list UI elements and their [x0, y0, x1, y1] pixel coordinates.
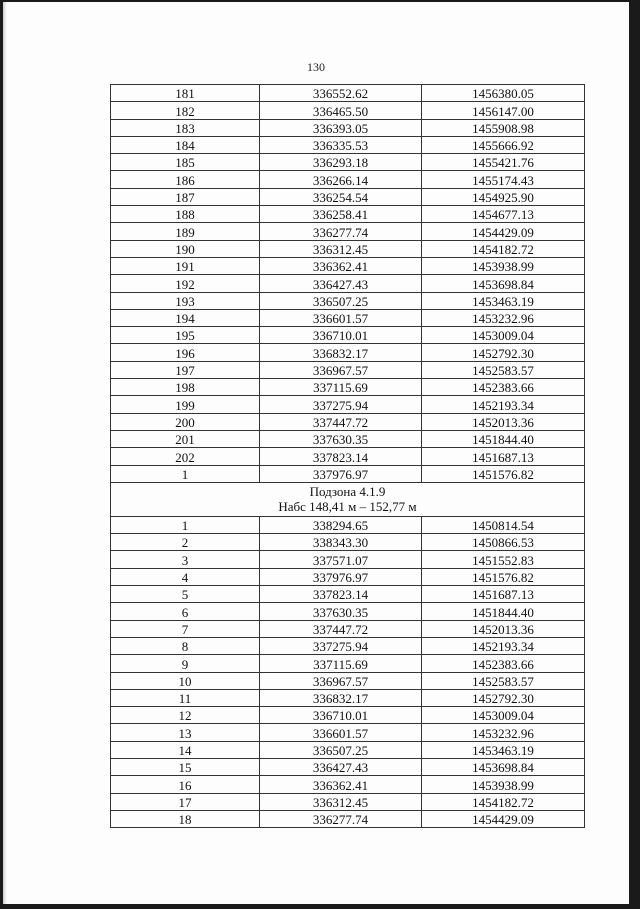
y-coordinate-cell: 1456147.00	[422, 102, 585, 119]
y-coordinate-cell: 1451576.82	[422, 568, 585, 585]
table-row	[111, 707, 585, 724]
table-row	[111, 672, 585, 689]
table-row	[111, 188, 585, 205]
table-row	[111, 119, 585, 136]
table-row	[111, 171, 585, 188]
x-coordinate-cell: 336266.14	[260, 171, 422, 188]
document-page	[3, 2, 629, 904]
y-coordinate-cell: 1452013.36	[422, 413, 585, 430]
table-row	[111, 724, 585, 741]
y-coordinate-cell: 1453938.99	[422, 257, 585, 274]
point-number-cell: 1	[111, 516, 260, 533]
point-number-cell: 198	[111, 379, 260, 396]
point-number-cell: 3	[111, 551, 260, 568]
table-row	[111, 758, 585, 775]
x-coordinate-cell: 337823.14	[260, 448, 422, 465]
point-number-cell: 194	[111, 309, 260, 326]
point-number-cell: 202	[111, 448, 260, 465]
x-coordinate-cell: 337976.97	[260, 465, 422, 482]
subzone-title: Подзона 4.1.9	[309, 484, 386, 500]
table-row	[111, 257, 585, 274]
y-coordinate-cell: 1454677.13	[422, 206, 585, 223]
table-row	[111, 361, 585, 378]
point-number-cell: 195	[111, 327, 260, 344]
table-row	[111, 603, 585, 620]
y-coordinate-cell: 1456380.05	[422, 85, 585, 102]
y-coordinate-cell: 1451687.13	[422, 448, 585, 465]
y-coordinate-cell: 1452383.66	[422, 655, 585, 672]
x-coordinate-cell: 337275.94	[260, 637, 422, 654]
y-coordinate-cell: 1452013.36	[422, 620, 585, 637]
table-row	[111, 568, 585, 585]
subzone-header-group	[111, 482, 585, 516]
y-coordinate-cell: 1450866.53	[422, 534, 585, 551]
point-number-cell: 192	[111, 275, 260, 292]
point-number-cell: 185	[111, 154, 260, 171]
y-coordinate-cell: 1453009.04	[422, 327, 585, 344]
subzone-header-cell	[111, 482, 585, 516]
x-coordinate-cell: 337823.14	[260, 586, 422, 603]
table-row	[111, 637, 585, 654]
y-coordinate-cell: 1455908.98	[422, 119, 585, 136]
table-row	[111, 413, 585, 430]
point-number-cell: 201	[111, 430, 260, 447]
x-coordinate-cell: 337447.72	[260, 413, 422, 430]
table-row	[111, 430, 585, 447]
y-coordinate-cell: 1452792.30	[422, 344, 585, 361]
x-coordinate-cell: 336465.50	[260, 102, 422, 119]
coordinates-table	[110, 84, 585, 828]
table-row	[111, 516, 585, 533]
point-number-cell: 2	[111, 534, 260, 551]
table-row	[111, 379, 585, 396]
y-coordinate-cell: 1452792.30	[422, 689, 585, 706]
point-number-cell: 12	[111, 707, 260, 724]
y-coordinate-cell: 1452193.34	[422, 637, 585, 654]
x-coordinate-cell: 336277.74	[260, 223, 422, 240]
point-number-cell: 16	[111, 776, 260, 793]
y-coordinate-cell: 1451844.40	[422, 430, 585, 447]
point-number-cell: 199	[111, 396, 260, 413]
y-coordinate-cell: 1452383.66	[422, 379, 585, 396]
x-coordinate-cell: 338343.30	[260, 534, 422, 551]
x-coordinate-cell: 337115.69	[260, 655, 422, 672]
x-coordinate-cell: 337976.97	[260, 568, 422, 585]
table-row	[111, 810, 585, 827]
point-number-cell: 190	[111, 240, 260, 257]
table-row	[111, 309, 585, 326]
page-edge-shadow	[3, 2, 7, 904]
x-coordinate-cell: 337115.69	[260, 379, 422, 396]
y-coordinate-cell: 1453232.96	[422, 724, 585, 741]
table-row	[111, 448, 585, 465]
point-number-cell: 187	[111, 188, 260, 205]
point-number-cell: 188	[111, 206, 260, 223]
point-number-cell: 1	[111, 465, 260, 482]
x-coordinate-cell: 338294.65	[260, 516, 422, 533]
y-coordinate-cell: 1451576.82	[422, 465, 585, 482]
x-coordinate-cell: 336507.25	[260, 741, 422, 758]
y-coordinate-cell: 1455421.76	[422, 154, 585, 171]
y-coordinate-cell: 1454429.09	[422, 810, 585, 827]
table-row	[111, 240, 585, 257]
table-row	[111, 275, 585, 292]
x-coordinate-cell: 337630.35	[260, 430, 422, 447]
x-coordinate-cell: 336258.41	[260, 206, 422, 223]
table-row	[111, 292, 585, 309]
point-number-cell: 17	[111, 793, 260, 810]
point-number-cell: 181	[111, 85, 260, 102]
table-row	[111, 793, 585, 810]
table-row	[111, 776, 585, 793]
table-row	[111, 344, 585, 361]
x-coordinate-cell: 336507.25	[260, 292, 422, 309]
point-number-cell: 14	[111, 741, 260, 758]
y-coordinate-cell: 1452583.57	[422, 672, 585, 689]
table-row	[111, 396, 585, 413]
x-coordinate-cell: 337275.94	[260, 396, 422, 413]
x-coordinate-cell: 336362.41	[260, 776, 422, 793]
y-coordinate-cell: 1451552.83	[422, 551, 585, 568]
x-coordinate-cell: 336254.54	[260, 188, 422, 205]
x-coordinate-cell: 336362.41	[260, 257, 422, 274]
x-coordinate-cell: 336552.62	[260, 85, 422, 102]
coordinates-table-body-bottom	[111, 516, 585, 827]
point-number-cell: 6	[111, 603, 260, 620]
y-coordinate-cell: 1452193.34	[422, 396, 585, 413]
table-row	[111, 465, 585, 482]
x-coordinate-cell: 336393.05	[260, 119, 422, 136]
x-coordinate-cell: 336601.57	[260, 309, 422, 326]
y-coordinate-cell: 1452583.57	[422, 361, 585, 378]
x-coordinate-cell: 336335.53	[260, 136, 422, 153]
point-number-cell: 189	[111, 223, 260, 240]
y-coordinate-cell: 1453009.04	[422, 707, 585, 724]
table-row	[111, 327, 585, 344]
subzone-height-range: Набс 148,41 м – 152,77 м	[278, 499, 417, 515]
x-coordinate-cell: 336967.57	[260, 361, 422, 378]
y-coordinate-cell: 1454182.72	[422, 793, 585, 810]
x-coordinate-cell: 336832.17	[260, 344, 422, 361]
point-number-cell: 193	[111, 292, 260, 309]
x-coordinate-cell: 336312.45	[260, 240, 422, 257]
x-coordinate-cell: 336427.43	[260, 758, 422, 775]
point-number-cell: 183	[111, 119, 260, 136]
point-number-cell: 9	[111, 655, 260, 672]
x-coordinate-cell: 336293.18	[260, 154, 422, 171]
x-coordinate-cell: 336967.57	[260, 672, 422, 689]
y-coordinate-cell: 1454429.09	[422, 223, 585, 240]
table-row	[111, 620, 585, 637]
subzone-header-row	[111, 482, 585, 516]
table-row	[111, 154, 585, 171]
y-coordinate-cell: 1453698.84	[422, 275, 585, 292]
x-coordinate-cell: 336601.57	[260, 724, 422, 741]
y-coordinate-cell: 1453938.99	[422, 776, 585, 793]
table-row	[111, 85, 585, 102]
point-number-cell: 7	[111, 620, 260, 637]
x-coordinate-cell: 336710.01	[260, 327, 422, 344]
x-coordinate-cell: 336427.43	[260, 275, 422, 292]
x-coordinate-cell: 336710.01	[260, 707, 422, 724]
page-number: 130	[307, 60, 325, 74]
table-row	[111, 689, 585, 706]
point-number-cell: 13	[111, 724, 260, 741]
table-row	[111, 136, 585, 153]
point-number-cell: 11	[111, 689, 260, 706]
point-number-cell: 4	[111, 568, 260, 585]
table-row	[111, 741, 585, 758]
x-coordinate-cell: 336312.45	[260, 793, 422, 810]
y-coordinate-cell: 1450814.54	[422, 516, 585, 533]
x-coordinate-cell: 336277.74	[260, 810, 422, 827]
y-coordinate-cell: 1451687.13	[422, 586, 585, 603]
y-coordinate-cell: 1454925.90	[422, 188, 585, 205]
point-number-cell: 200	[111, 413, 260, 430]
y-coordinate-cell: 1455666.92	[422, 136, 585, 153]
x-coordinate-cell: 337447.72	[260, 620, 422, 637]
point-number-cell: 18	[111, 810, 260, 827]
point-number-cell: 196	[111, 344, 260, 361]
point-number-cell: 197	[111, 361, 260, 378]
x-coordinate-cell: 337571.07	[260, 551, 422, 568]
x-coordinate-cell: 337630.35	[260, 603, 422, 620]
point-number-cell: 5	[111, 586, 260, 603]
y-coordinate-cell: 1453463.19	[422, 741, 585, 758]
y-coordinate-cell: 1453463.19	[422, 292, 585, 309]
y-coordinate-cell: 1451844.40	[422, 603, 585, 620]
point-number-cell: 182	[111, 102, 260, 119]
table-row	[111, 534, 585, 551]
y-coordinate-cell: 1453698.84	[422, 758, 585, 775]
y-coordinate-cell: 1454182.72	[422, 240, 585, 257]
y-coordinate-cell: 1455174.43	[422, 171, 585, 188]
point-number-cell: 191	[111, 257, 260, 274]
point-number-cell: 10	[111, 672, 260, 689]
y-coordinate-cell: 1453232.96	[422, 309, 585, 326]
table-row	[111, 223, 585, 240]
table-row	[111, 206, 585, 223]
point-number-cell: 184	[111, 136, 260, 153]
point-number-cell: 15	[111, 758, 260, 775]
table-row	[111, 655, 585, 672]
table-row	[111, 551, 585, 568]
point-number-cell: 186	[111, 171, 260, 188]
table-row	[111, 586, 585, 603]
x-coordinate-cell: 336832.17	[260, 689, 422, 706]
point-number-cell: 8	[111, 637, 260, 654]
coordinates-table-body-top	[111, 85, 585, 483]
table-row	[111, 102, 585, 119]
